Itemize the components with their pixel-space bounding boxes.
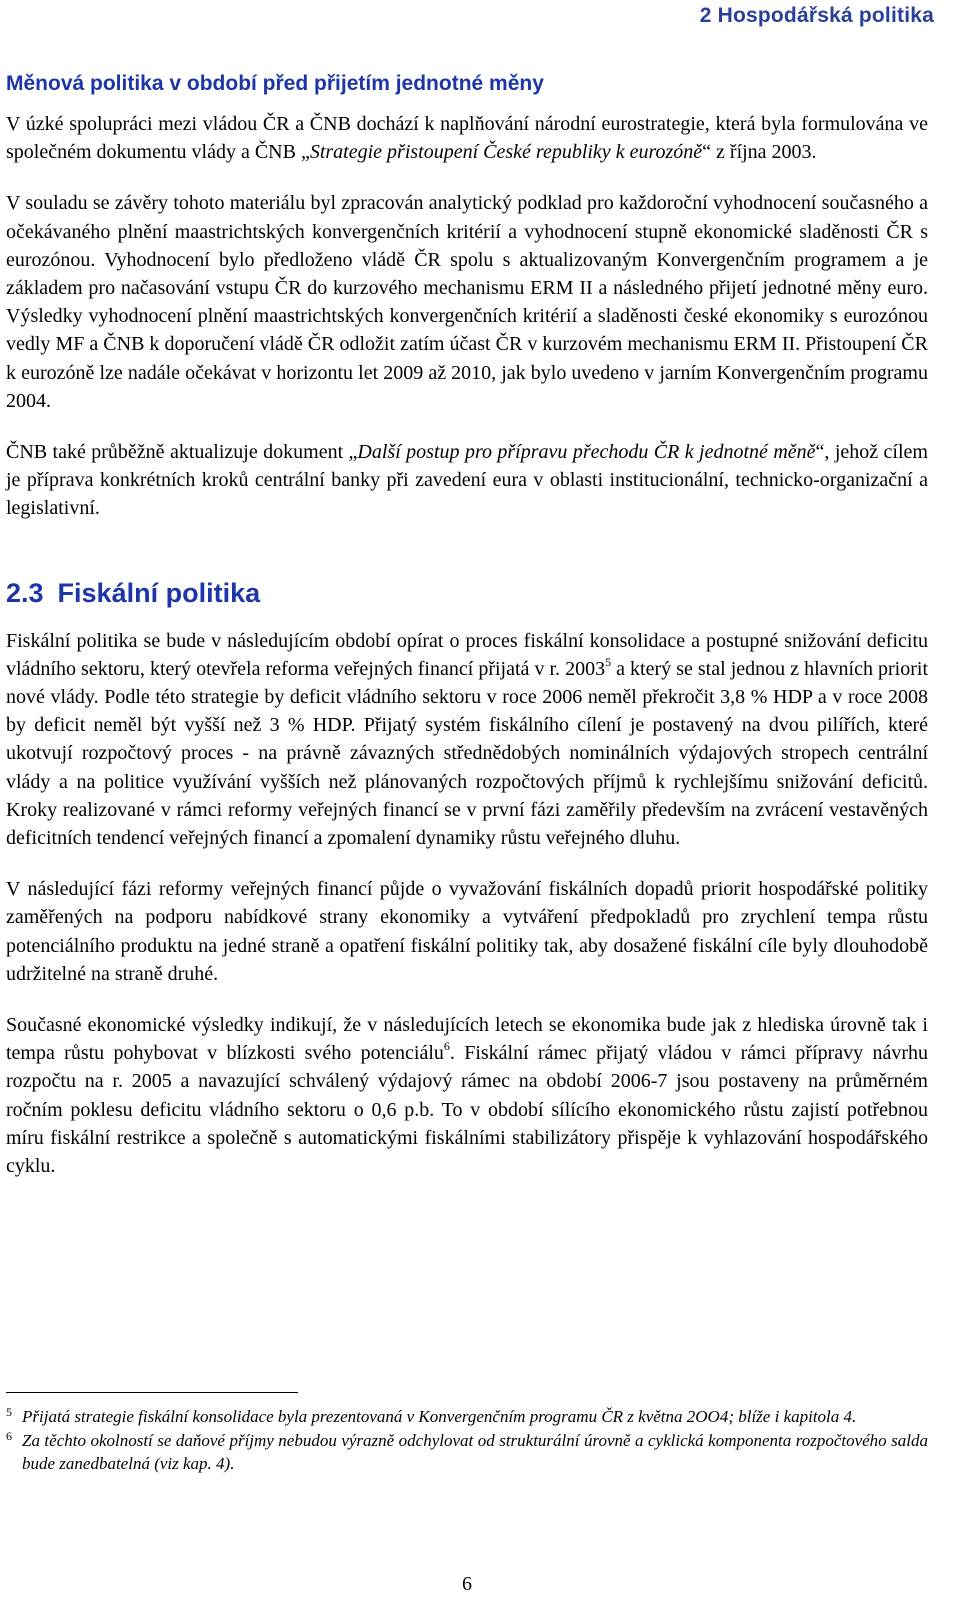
document-title-italic: Další postup pro přípravu přechodu ČR k jednotné měně (357, 441, 816, 464)
footnote-mark: 5 (6, 1405, 12, 1419)
section-heading (6, 578, 928, 609)
page-content (6, 72, 928, 1203)
paragraph-eurostrategy (6, 110, 928, 166)
paragraph-cnb-document (6, 438, 928, 523)
footnote-reference[interactable]: 5 (605, 654, 612, 669)
footnote-text: Za těchto okolností se daňové příjmy nebudou výrazně odchylovat od strukturální úrovně a cyklická komponenta rozpočtového salda bude zanedbatelná (viz kap. 4). (22, 1431, 928, 1473)
footnotes (6, 1405, 928, 1476)
footnote-separator (6, 1392, 298, 1393)
subsection-heading: Měnová politika v období před přijetím jednotné měny (6, 72, 544, 95)
footnote-reference[interactable]: 6 (443, 1039, 450, 1054)
text-run: . Fiskální rámec přijatý vládou v rámci přípravy návrhu rozpočtu na r. 2005 a navazující schválený výdajový rámec na období 2006-7 jsou postaveny na průměrném ročním poklesu deficitu vládního sektoru o 0,6 p.b. To v období sílícího ekonomického růstu zajistí potřebnou míru fiskální restrikce a společně s automatickými fiskálními stabilizátory přispěje k vyhlazování hospodářského cyklu. (6, 1042, 928, 1178)
section-number: 2.3 (6, 577, 44, 608)
footnote-mark: 6 (6, 1429, 12, 1443)
paragraph-convergence-evaluation: V souladu se závěry tohoto materiálu byl zpracován analytický podklad pro každoroční vyhodnocení současného a očekávaného plnění maastrichtských konvergenčních kritérií a vyhodnocení stupně ekonomické sladěnosti ČR s eurozónou. Vyhodnocení bylo předloženo vládě ČR spolu s aktualizovaným Konvergenčním programem a je základem pro načasování vstupu ČR do kurzového mechanismu ERM II a následného přijetí jednotné měny euro. Výsledky vyhodnocení plnění maastrichtských konvergenčních kritérií a sladěnosti české ekonomiky s eurozónou vedly MF a ČNB k doporučení vládě ČR odložit zatím účast ČR v kurzovém mechanismu ERM II. Přistoupení ČR k eurozóně lze nadále očekávat v horizontu let 2009 až 2010, jak bylo uvedeno v jarním Konvergenčním programu 2004. (6, 192, 928, 412)
text-run: Fiskální politika se bude v následujícím období opírat o proces fiskální konsolidace a postupné snižování deficitu vládního sektoru, který otevřela reforma veřejných financí přijatá v r. 2003 (6, 629, 928, 680)
text-run: a který se stal jednou z hlavních priorit nové vlády. Podle této strategie by deficit vládního sektoru v roce 2006 neměl překročit 3,8 % HDP a v roce 2008 by deficit neměl být vyšší než 3 % HDP. Přijatý systém fiskálního cílení je postavený na dvou pilířích, které ukotvují rozpočtový proces - na právně závazných střednědobých nominálních výdajových stropech centrální vlády a na politice využívání vyšších než plánovaných rozpočtových příjmů k rychlejšímu snižování deficitů. Kroky realizované v rámci reformy veřejných financí se v první fázi zaměřily především na zvrácení vestavěných deficitních tendencí veřejných financí a zpomalení dynamiky růstu veřejného dluhu. (6, 657, 928, 850)
document-title-italic: Strategie přistoupení České republiky k eurozóně (309, 141, 703, 164)
text-run: ČNB také průběžně aktualizuje dokument „ (6, 441, 358, 464)
paragraph-current-results (6, 1011, 928, 1180)
section-title: Fiskální politika (57, 577, 261, 608)
footnote (6, 1405, 928, 1428)
page-number: 6 (462, 1573, 472, 1595)
footnote (6, 1429, 928, 1475)
text-run: “, jehož cílem je příprava konkrétních kroků centrální banky při zavedení eura v oblasti institucionální, technicko-organizační a legislativní. (6, 441, 928, 520)
text-run: Současné ekonomické výsledky indikují, že v následujících letech se ekonomika bude jak z hlediska úrovně tak i tempa růstu pohybovat v blízkosti svého potenciálu (6, 1014, 928, 1065)
text-run: V úzké spolupráci mezi vládou ČR a ČNB dochází k naplňování národní eurostrategie, která byla formulována ve společném dokumentu vlády a ČNB „ (6, 113, 928, 164)
running-header: 2 Hospodářská politika (699, 4, 934, 27)
paragraph-next-phase: V následující fázi reformy veřejných financí půjde o vyvažování fiskálních dopadů priorit hospodářské politiky zaměřených na podporu nabídkové strany ekonomiky a vytváření předpokladů pro zrychlení tempa růstu potenciálního produktu na jedné straně a opatření fiskální politiky tak, aby dosažené fiskální cíle byly dlouhodobě udržitelné na straně druhé. (6, 878, 928, 985)
text-run: “ z října 2003. (702, 141, 817, 164)
paragraph-fiscal-consolidation (6, 627, 928, 853)
footnote-text: Přijatá strategie fiskální konsolidace byla prezentovaná v Konvergenčním programu ČR z května 2OO4; blíže i kapitola 4. (22, 1407, 857, 1426)
